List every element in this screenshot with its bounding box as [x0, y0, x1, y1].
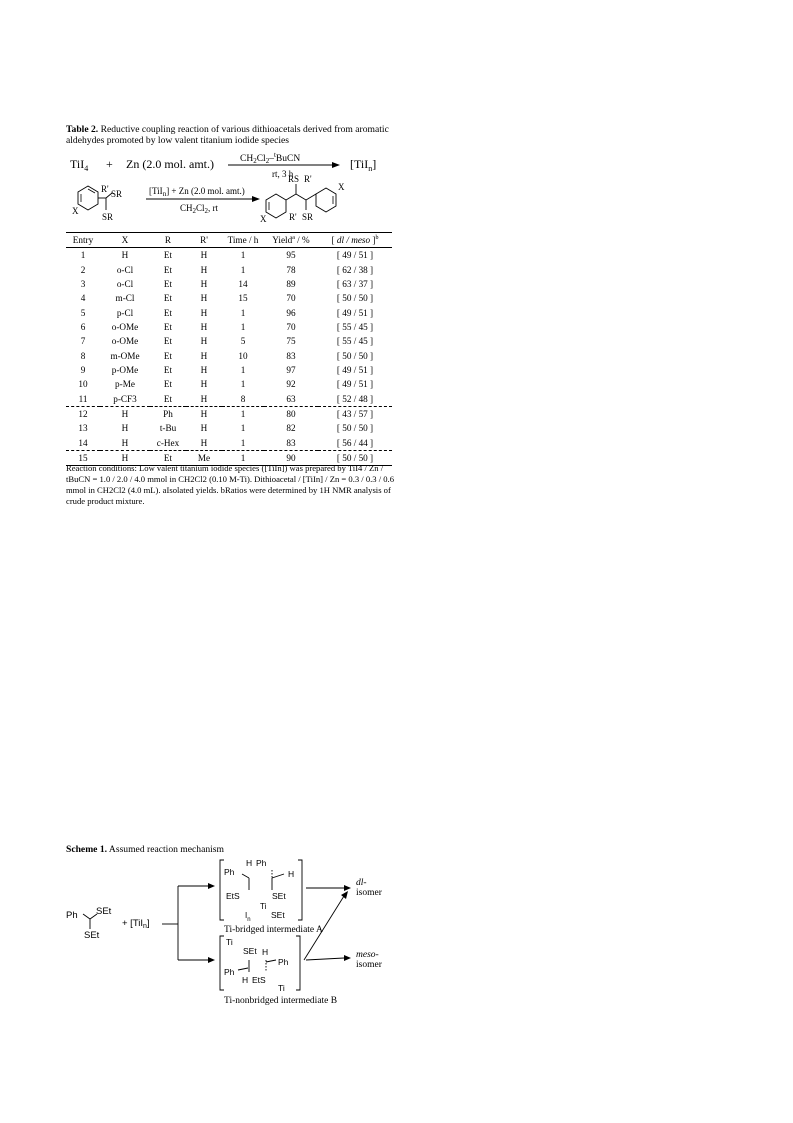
- table-cell: H: [100, 450, 150, 465]
- mechanism-scheme: [66, 856, 396, 1006]
- table-cell: 15: [66, 450, 100, 465]
- table-row: [66, 277, 392, 291]
- meso-isomer-label-2: isomer: [356, 960, 382, 970]
- svg-text:EtS: EtS: [226, 891, 240, 901]
- svg-text:SEt: SEt: [96, 906, 112, 917]
- table-cell: 97: [286, 364, 296, 375]
- eq1-arrow-bottom: rt, 3 h: [272, 169, 294, 179]
- svg-text:H: H: [262, 947, 269, 957]
- table-cell: 8: [240, 393, 246, 404]
- table-cell: [ 62 / 38 ]: [336, 264, 374, 275]
- table-cell: 1: [222, 406, 264, 421]
- table-cell: 75: [286, 336, 296, 347]
- table-cell: H: [200, 250, 208, 261]
- eq2-arrow-top: [TiI$_n$] + Zn (2.0 mol. amt.): [149, 186, 245, 198]
- table-cell: H: [200, 364, 208, 375]
- dl-isomer-label: dl-: [356, 878, 367, 888]
- data-table: [66, 232, 392, 466]
- table-cell: 1: [240, 364, 246, 375]
- col-x: X: [100, 233, 150, 248]
- table-cell: [ 55 / 45 ]: [336, 336, 374, 347]
- table-cell: 7: [80, 336, 86, 347]
- table-cell: t-Bu: [159, 423, 177, 434]
- table-cell: 83: [286, 437, 296, 448]
- table-cell: 1: [240, 437, 246, 448]
- eq1-arrowhead: [332, 162, 340, 168]
- table-cell: [ 52 / 48 ]: [336, 393, 374, 404]
- table-cell: H: [200, 336, 208, 347]
- dl-isomer-label-2: isomer: [356, 888, 382, 898]
- table-cell: 1: [240, 379, 246, 390]
- table-cell: [ 49 / 51 ]: [336, 379, 374, 390]
- table-cell: Et: [163, 293, 173, 304]
- col-time: Time / h: [222, 233, 264, 248]
- col-r: R: [150, 233, 186, 248]
- table-cell: H: [200, 278, 208, 289]
- table-row: [66, 320, 392, 334]
- table-cell: Et: [163, 379, 173, 390]
- col-yield: Yield$^a$ / %: [264, 233, 318, 248]
- table-cell: 1: [240, 423, 246, 434]
- table-cell: [ 49 / 51 ]: [336, 364, 374, 375]
- table-cell: Et: [163, 250, 173, 261]
- table-cell: Et: [163, 336, 173, 347]
- svg-text:R': R': [101, 184, 109, 194]
- table-cell: H: [200, 321, 208, 332]
- eq1-product: [TiI$_n$]: [350, 157, 377, 173]
- svg-text:Ti: Ti: [260, 902, 267, 911]
- eq2-arrow-bottom: $CH_2Cl_2$, rt: [180, 203, 219, 215]
- table-cell: 8: [80, 350, 86, 361]
- svg-text:RS: RS: [288, 174, 300, 184]
- table-cell: 82: [286, 423, 296, 434]
- table-cell: p-OMe: [111, 364, 139, 375]
- table-row: [66, 435, 392, 450]
- table-cell: [ 49 / 51 ]: [336, 307, 374, 318]
- table-row: [66, 291, 392, 305]
- table-cell: p-Cl: [116, 307, 134, 318]
- svg-text:SEt: SEt: [243, 946, 257, 956]
- table-cell: 3: [80, 278, 86, 289]
- svg-text:SEt: SEt: [271, 910, 285, 920]
- table-cell: 1: [240, 307, 246, 318]
- table-row: [66, 363, 392, 377]
- table-cell: 95: [286, 250, 296, 261]
- table-cell: p-Me: [115, 379, 135, 390]
- table-header-row: [66, 233, 392, 248]
- table-cell: 15: [238, 293, 248, 304]
- table-cell: [ 49 / 51 ]: [336, 250, 374, 261]
- table-label: Table 2.: [66, 124, 99, 135]
- table-cell: [ 50 / 50 ]: [336, 293, 374, 304]
- svg-text:SR: SR: [302, 212, 314, 222]
- svg-text:SR: SR: [102, 212, 114, 222]
- product-structure: [260, 174, 345, 224]
- table-cell: 92: [286, 379, 296, 390]
- table-row: [66, 421, 392, 435]
- eq1-plus: +: [106, 157, 113, 171]
- svg-text:H: H: [288, 869, 295, 879]
- table-cell: m-Cl: [115, 293, 135, 304]
- table-row: [66, 305, 392, 319]
- table-cell: [ 50 / 50 ]: [336, 350, 374, 361]
- table-cell: 78: [286, 264, 296, 275]
- eq1-arrow-top: $CH_2Cl_2-^tBuCN$: [240, 151, 301, 165]
- svg-text:X: X: [260, 214, 267, 224]
- table-row: [66, 377, 392, 391]
- table-cell: 70: [286, 321, 296, 332]
- table-cell: H: [121, 437, 129, 448]
- table-row: [66, 262, 392, 276]
- table-cell: H: [200, 423, 208, 434]
- svg-text:X: X: [338, 182, 345, 192]
- svg-text:Ti: Ti: [226, 937, 233, 947]
- reaction-scheme-equations: [66, 150, 396, 232]
- table-cell: o-Cl: [116, 278, 134, 289]
- table-cell: H: [200, 379, 208, 390]
- table-cell: 6: [80, 321, 86, 332]
- intermediate-b: [220, 936, 337, 1006]
- table-cell: H: [200, 264, 208, 275]
- table-cell: 90: [264, 450, 318, 465]
- intermediate-a-label: Ti-bridged intermediate A: [224, 925, 323, 935]
- svg-text:R': R': [289, 212, 297, 222]
- table-cell: o-OMe: [111, 336, 139, 347]
- svg-text:SEt: SEt: [84, 930, 100, 941]
- table-cell: 14: [78, 437, 88, 448]
- table-cell: 12: [66, 406, 100, 421]
- table-cell: 10: [78, 379, 88, 390]
- table-cell: Et: [150, 450, 186, 465]
- table-cell: 1: [240, 250, 246, 261]
- table-cell: c-Hex: [156, 437, 180, 448]
- table-cell: [ 50 / 50 ]: [318, 450, 392, 465]
- table-cell: H: [200, 350, 208, 361]
- table-cell: Et: [163, 321, 173, 332]
- meso-isomer-label: meso-: [356, 950, 379, 960]
- svg-text:SR: SR: [111, 189, 123, 199]
- scheme-caption: [66, 844, 224, 855]
- table-cell: [ 56 / 44 ]: [336, 437, 374, 448]
- eq2-arrowhead: [252, 196, 260, 202]
- table-row: [66, 334, 392, 348]
- table-cell: o-Cl: [116, 264, 134, 275]
- svg-text:Ph: Ph: [66, 910, 78, 921]
- table-cell: Et: [163, 364, 173, 375]
- table-cell: 80: [264, 406, 318, 421]
- table-cell: 1: [222, 450, 264, 465]
- table-caption: [66, 124, 396, 146]
- table-cell: [ 43 / 57 ]: [318, 406, 392, 421]
- table-row: [66, 248, 392, 263]
- table-cell: 1: [240, 321, 246, 332]
- svg-text:EtS: EtS: [252, 975, 266, 985]
- substrate-structure: [72, 184, 122, 222]
- svg-text:Ph: Ph: [224, 967, 235, 977]
- arrow-b-to-meso: [306, 958, 344, 960]
- table-cell: 5: [240, 336, 246, 347]
- table-footnote: Reaction conditions: Low valent titanium iodide species ([TiIn]) was prepared by TiI4 / Zn / tBuCN = 1.0 / 2.0 / 4.0 mmol in CH2Cl2 (0.10 M-Ti). Dithioacetal / [TiIn] / Zn = 0.3 / 0.3 / 0.6 mmol in CH2Cl2 (4.0 mL). aIsolated yields. bRatios were determined by 1H NMR analysis of crude product mixture.: [66, 463, 394, 506]
- table-cell: Me: [186, 450, 222, 465]
- table-body: [66, 248, 392, 466]
- table-cell: Et: [163, 264, 173, 275]
- table-cell: 96: [286, 307, 296, 318]
- table-cell: Et: [163, 393, 173, 404]
- table-cell: Ph: [150, 406, 186, 421]
- table-cell: H: [100, 406, 150, 421]
- eq1-reagent: TiI$_4$: [70, 157, 89, 173]
- svg-text:H: H: [242, 975, 249, 985]
- svg-text:H: H: [246, 858, 253, 868]
- scheme-substrate: [66, 906, 112, 941]
- table-cell: [ 63 / 37 ]: [336, 278, 374, 289]
- col-dl-meso: [ dl / meso ]$^b$: [318, 233, 392, 248]
- table-cell: 83: [286, 350, 296, 361]
- col-r-prime: R': [186, 233, 222, 248]
- table-row: [66, 348, 392, 362]
- table-cell: 5: [80, 307, 86, 318]
- table-cell: 13: [78, 423, 88, 434]
- table-cell: [ 50 / 50 ]: [336, 423, 374, 434]
- table-cell: H: [200, 437, 208, 448]
- svg-text:SEt: SEt: [272, 891, 286, 901]
- table-cell: o-OMe: [111, 321, 139, 332]
- table-cell: Et: [163, 350, 173, 361]
- table-cell: 1: [240, 264, 246, 275]
- table-cell: 10: [238, 350, 248, 361]
- table-cell: Et: [163, 278, 173, 289]
- scheme-reagent: + [TiI$_n$]: [122, 918, 150, 930]
- svg-text:Ph: Ph: [278, 957, 289, 967]
- intermediate-a: [220, 858, 323, 935]
- svg-text:Ti: Ti: [278, 983, 285, 993]
- scheme-label: Scheme 1.: [66, 844, 108, 855]
- intermediate-b-label: Ti-nonbridged intermediate B: [224, 996, 338, 1006]
- table-cell: 11: [78, 393, 88, 404]
- table-cell: m-OMe: [110, 350, 140, 361]
- svg-text:X: X: [72, 206, 79, 216]
- svg-text:Ph: Ph: [224, 867, 235, 877]
- scheme-caption-text: Assumed reaction mechanism: [108, 844, 224, 855]
- ti-iodide: $I_n$: [245, 911, 251, 923]
- table-cell: H: [200, 393, 208, 404]
- table-cell: 70: [286, 293, 296, 304]
- table-cell: 63: [286, 393, 296, 404]
- table-cell: Et: [163, 307, 173, 318]
- table-cell: 14: [238, 278, 248, 289]
- table-cell: p-CF3: [113, 393, 137, 404]
- table-cell: 9: [80, 364, 86, 375]
- table-cell: 4: [80, 293, 86, 304]
- table-cell: H: [121, 250, 129, 261]
- table-cell: 2: [80, 264, 86, 275]
- svg-text:Ph: Ph: [256, 858, 267, 868]
- col-entry: Entry: [66, 233, 100, 248]
- table-cell: 1: [80, 250, 86, 261]
- table-caption-text: Reductive coupling reaction of various dithioacetals derived from aromatic aldehydes promoted by low valent titanium iodide species: [66, 124, 389, 146]
- eq1-zn: Zn (2.0 mol. amt.): [126, 157, 214, 171]
- table-row: [66, 391, 392, 406]
- table-cell: 89: [286, 278, 296, 289]
- svg-text:R': R': [304, 174, 312, 184]
- table-cell: H: [186, 406, 222, 421]
- table-cell: H: [200, 307, 208, 318]
- table-cell: H: [121, 423, 129, 434]
- table-cell: [ 55 / 45 ]: [336, 321, 374, 332]
- table-cell: H: [200, 293, 208, 304]
- table-row: [66, 406, 392, 421]
